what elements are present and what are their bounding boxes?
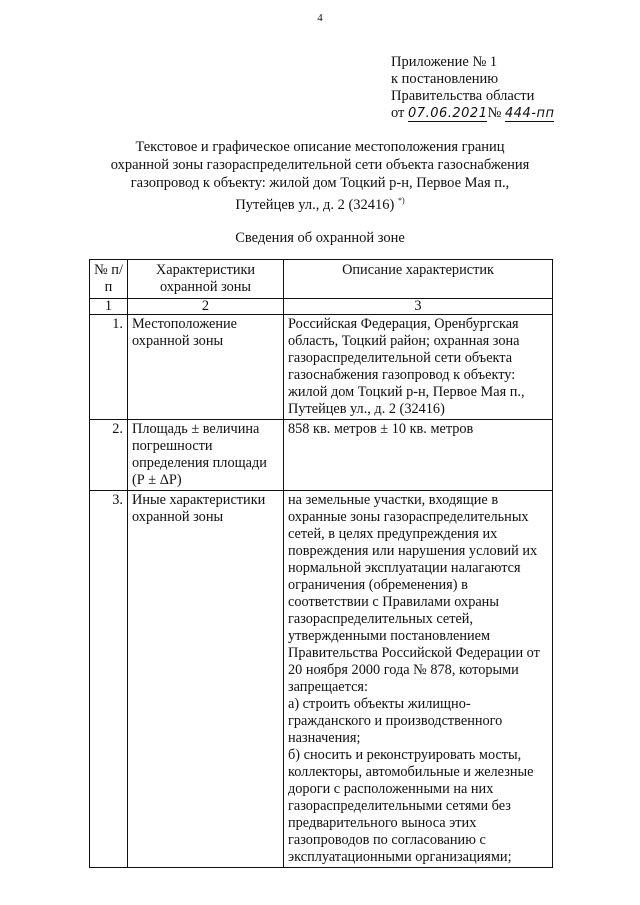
restriction-item-a: а) строить объекты жилищно-гражданского и производственного назначения; [288,696,503,746]
header-description: Описание характеристик [284,260,553,299]
index-cell: 3 [284,299,553,315]
restriction-item-b: б) сносить и реконструировать мосты, коллекторы, автомобильные и железные дороги с расположенными на них газораспределительными сетями без предварительного выноса этих газопроводов по согласованию с эксплуатационными организациями; [288,747,534,865]
document-title [100,138,540,214]
row-num: 1. [90,315,128,420]
index-cell: 1 [90,299,128,315]
appendix-date-line [391,105,554,122]
protection-zone-table [89,259,553,868]
table-row [90,491,553,868]
row-num: 3. [90,491,128,868]
title-line-2: охранной зоны газораспределительной сети объекта газоснабжения [110,157,530,173]
appendix-line-3: Правительства области [391,88,535,104]
row-characteristic: Иные характеристики охранной зоны [128,491,284,868]
row-description [284,491,553,868]
row-description: 858 кв. метров ± 10 кв. метров [284,420,553,491]
row-characteristic: Местоположение охранной зоны [128,315,284,420]
restrictions-intro: на земельные участки, входящие в охранные зоны газораспределительных сетей, в целях предупреждения их повреждения или нарушения условий их нормальной эксплуатации налагаются ограничения (обременения) в соответствии с Правилами охраны газораспределительных сетей, утвержденными постановлением Правительства Российской Федерации от 20 ноября 2000 года № 878, которыми запрещается: [288,492,540,695]
title-line-4: Путейцев ул., д. 2 (32416) [235,196,395,213]
page-number: 4 [317,12,323,24]
row-num: 2. [90,420,128,491]
appendix-block [391,54,554,122]
footnote-mark: *) [398,196,405,205]
table-row [90,315,553,420]
table-header-row [90,260,553,299]
header-num: № п/п [90,260,128,299]
appendix-line-1: Приложение № 1 [391,54,498,70]
table-row [90,420,553,491]
appendix-line-2: к постановлению [391,71,499,87]
section-title: Сведения об охранной зоне [235,230,405,246]
from-prefix: от [391,105,405,121]
index-cell: 2 [128,299,284,315]
header-characteristics: Характеристики охранной зоны [128,260,284,299]
handwritten-number: 444-пп [504,106,555,121]
row-characteristic: Площадь ± величина погрешности определения площади (Р ± ΔР) [128,420,284,491]
title-line-1: Текстовое и графическое описание местоположения границ [135,139,505,155]
number-sign: № [487,105,502,121]
table-index-row [90,299,553,315]
title-line-3: газопровод к объекту: жилой дом Тоцкий р-н, Первое Мая п., [130,175,510,191]
row-description: Российская Федерация, Оренбургская область, Тоцкий район; охранная зона газораспределительной сети объекта газоснабжения газопровод к объекту: жилой дом Тоцкий р-н, Первое Мая п., Путейцев ул., д. 2 (32416) [284,315,553,420]
handwritten-date: 07.06.2021 [408,106,488,121]
